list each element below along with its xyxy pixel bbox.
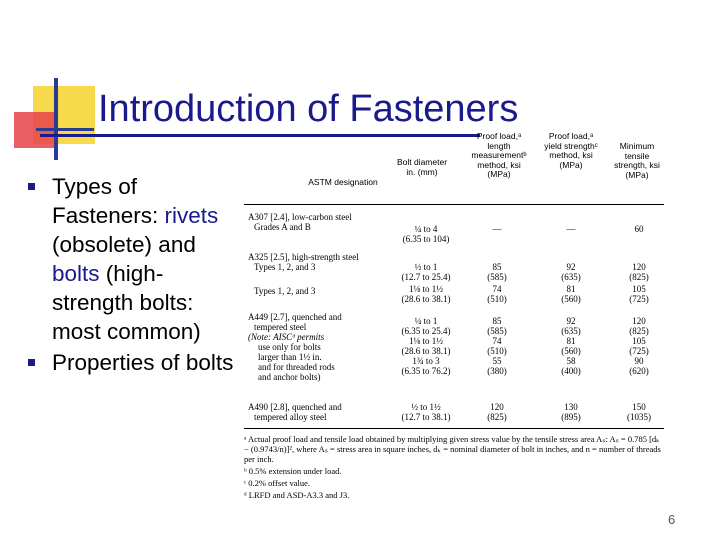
slide-logo-graphic xyxy=(0,0,110,170)
square-bullet-icon xyxy=(28,359,35,366)
bullet-item-types: Types of Fasteners: rivets (obsolete) and bolts (high-strength bolts: most common) xyxy=(26,172,238,346)
bullet-item-properties: Properties of bolts xyxy=(26,348,238,377)
rivets-term: rivets xyxy=(164,203,219,228)
square-bullet-icon xyxy=(28,183,35,190)
header-bolt-diameter: Bolt diameter in. (mm) xyxy=(396,157,448,177)
slide-title: Introduction of Fasteners xyxy=(98,88,519,130)
table-row: A325 [2.5], high-strength steel Types 1, 2, and 3 xyxy=(248,252,359,272)
bolt-properties-table: ASTM designation Bolt diameter in. (mm) Proof load,ᵃ length measurementᵇ method, ksi (MPa) Proof load,ᵃ yield strengthᶜ method, ksi (MPa) Minimum tensile strength, ksi (MPa) A307 [2.4], low-carbon steel Grades A and B ¼ to 4 (6.35 to 104) — — 60 A325 [2.5], high-strength steel Types 1, 2, and 3 ½ to 1 (12.7 to 25.4) 85 (585) 92 (635) 120 (825) Types 1, 2, and 3 1⅛ to 1½ (28.6 to 38.1) 74 (510) 81 (560) 105 (725) A449 [2.7], quenched and tempered steel (Note: AISCᵈ permits use only for bolts larger than 1½ in. and for threaded rods and anchor bolts) ¼ to 1 (6.35 to 25.4) 1⅛ to 1½ (28.6 to 38.1) 1¾ to 3 (6.35 to 76.2) 85 (585) 74 (510) 55 (380) 92 (635) 81 (560) 58 (400) 120 (825) 105 (725) 90 (620) A490 [2.8], quenched and tempered alloy steel ½ to 1½ (12.7 to 38.1) 120 (825) 130 (895) 150 (1035) ᵃ Actual proof load and tensile load obtained by multiplying given stress value by the tensile stress area Aₛ: Aₛ = 0.785 [dₖ − (0.9743/n)]², where Aₛ = stress area in square inches, dₖ = nominal diameter of bolt in inches, and n = number of threads per inch. ᵇ 0.5% extension under load. ᶜ 0.2% offset value. ᵈ LRFD and ASD-A3.3 and J3. xyxy=(236,128,664,528)
logo-vertical-bar xyxy=(54,78,58,160)
bullet-list xyxy=(26,172,238,379)
bolts-term: bolts xyxy=(52,261,100,286)
logo-horizontal-bar xyxy=(36,128,94,131)
header-astm: ASTM designation xyxy=(308,177,378,187)
footnote-a: ᵃ Actual proof load and tensile load obtained by multiplying given stress value by the tensile stress area Aₛ: Aₛ = 0.785 [dₖ − (0.9743/n)]², where Aₛ = stress area in square inches, dₖ = nominal diameter of bolt in inches, and n = number of threads per inch. xyxy=(244,434,661,464)
footnote-b: ᵇ 0.5% extension under load. xyxy=(244,466,342,476)
header-tensile: Minimum tensile strength, ksi (MPa) xyxy=(614,141,660,180)
table-bottom-rule xyxy=(244,428,664,429)
header-proof-yield: Proof load,ᵃ yield strengthᶜ method, ksi (MPa) xyxy=(544,131,598,170)
table-row: A307 [2.4], low-carbon steel Grades A and B xyxy=(248,212,352,232)
table-row: Types 1, 2, and 3 xyxy=(254,286,316,296)
footnote-d: ᵈ LRFD and ASD-A3.3 and J3. xyxy=(244,490,350,500)
header-proof-length: Proof load,ᵃ length measurementᵇ method, ksi (MPa) xyxy=(471,131,527,179)
footnote-c: ᶜ 0.2% offset value. xyxy=(244,478,310,488)
page-number: 6 xyxy=(668,512,676,527)
table-row: A490 [2.8], quenched and tempered alloy steel xyxy=(248,402,342,422)
table-row: A449 [2.7], quenched and tempered steel (Note: AISCᵈ permits use only for bolts larger than 1½ in. and for threaded rods and anchor bolts) xyxy=(248,312,342,382)
header-rule xyxy=(244,204,664,205)
